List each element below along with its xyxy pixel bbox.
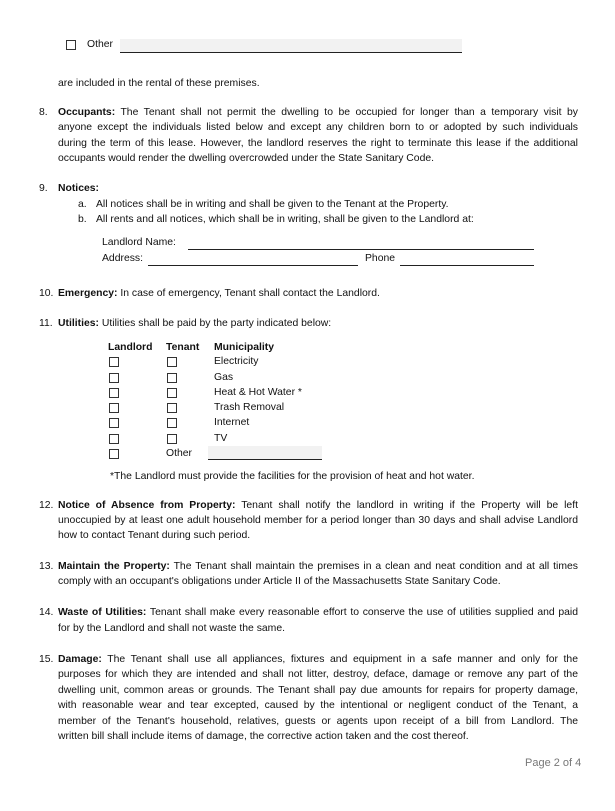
column-header-tenant: Tenant [166,342,200,353]
section-number: 14. [39,607,54,618]
other-label: Other [166,448,192,459]
list-marker: a. [78,199,87,210]
section-10-text [58,287,380,300]
landlord-name-label: Landlord Name: [102,237,176,248]
landlord-checkbox[interactable] [109,357,119,367]
landlord-name-input[interactable] [188,236,534,250]
tenant-checkbox[interactable] [167,434,177,444]
section-14-line [58,606,578,619]
section-15-line: member of the Tenant's household, relatives, guests or agents upon receipt of a bill from Landlord. The [58,716,578,727]
utility-label: Trash Removal [214,402,285,413]
section-12-line [58,499,578,512]
tenant-checkbox[interactable] [167,357,177,367]
text: Utilities shall be paid by the party indicated below: [99,318,332,329]
section-8-line: during the term of this lease. However, the landlord reserves the right to terminate this lease if the additional [58,138,578,149]
text: In case of emergency, Tenant shall contact the Landlord. [117,288,380,299]
section-number: 8. [39,107,48,118]
section-heading: Notice of Absence from Property: [58,500,236,511]
section-number: 11. [39,318,53,329]
landlord-checkbox[interactable] [109,373,119,383]
section-14-line: for by the Landlord and shall not waste the same. [58,623,286,634]
section-heading: Waste of Utilities: [58,607,147,618]
section-heading: Emergency: [58,288,118,299]
text: The Tenant shall use all appliances, fixtures and equipment in a safe manner and only for the [101,654,578,665]
phone-label: Phone [365,253,396,264]
section-heading: Utilities: [58,318,99,329]
utility-label: Heat & Hot Water * [214,387,302,398]
notice-b-text: All rents and all notices, which shall be in writing, shall be given to the Landlord at: [96,214,474,225]
section-heading: Maintain the Property: [58,561,170,572]
utility-label: Internet [214,417,250,428]
section-number: 10. [39,288,54,299]
section-15-line [58,653,578,666]
utility-label: TV [214,433,228,444]
text: Tenant shall make every reasonable effort to conserve the use of utilities supplied and paid [146,607,578,618]
notice-a-text: All notices shall be in writing and shall be given to the Tenant at the Property. [96,199,449,210]
section-heading: Damage: [58,654,102,665]
section-number: 15. [39,654,54,665]
text: The Tenant shall maintain the premises in a clean and neat condition and at all times [169,561,578,572]
section-number: 13. [39,561,54,572]
utility-label: Gas [214,372,234,383]
tenant-checkbox[interactable] [167,418,177,428]
section-8-line: occupants would render the dwelling overcrowded under the State Sanitary Code. [58,153,435,164]
other-label: Other [87,39,113,50]
section-12-line: how to contact Tenant during such period. [58,530,251,541]
list-marker: b. [78,214,87,225]
landlord-checkbox[interactable] [109,388,119,398]
tenant-checkbox[interactable] [167,403,177,413]
section-number: 12. [39,500,54,511]
section-heading: Notices: [58,183,99,194]
tenant-checkbox[interactable] [167,373,177,383]
landlord-checkbox[interactable] [109,434,119,444]
landlord-checkbox[interactable] [109,403,119,413]
utility-other-input[interactable] [208,446,322,460]
section-heading: Occupants: [58,107,116,118]
other-checkbox[interactable] [66,40,76,50]
section-8-line: anyone except the individuals listed below and except any children born to or adopted by such individuals [58,122,578,133]
utility-label: Electricity [214,356,259,367]
tenant-checkbox[interactable] [167,388,177,398]
included-text: are included in the rental of these premises. [58,78,260,89]
column-header-landlord: Landlord [108,342,153,353]
section-15-line: dwelling unit, common areas or grounds. The Tenant shall pay due amounts for repairs for property damage, [58,685,578,696]
section-8-line [58,106,578,119]
address-label: Address: [102,253,144,264]
footnote: *The Landlord must provide the facilities for the provision of heat and hot water. [110,471,475,482]
column-header-municipality: Municipality [214,342,275,353]
text: The Tenant shall not permit the dwelling to be occupied for longer than a temporary visit by [115,107,578,118]
page-number: Page 2 of 4 [525,757,582,769]
phone-input[interactable] [400,252,534,266]
section-13-line [58,560,578,573]
section-12-line: unoccupied by at least one adult household member for a period longer than 30 days and shall advise Landlord [58,515,578,526]
section-13-line: comply with an occupant's obligations under Article II of the Massachusetts State Sanitary Code. [58,576,501,587]
other-input[interactable] [120,39,462,53]
landlord-checkbox[interactable] [109,418,119,428]
section-15-line: written bill shall include items of damage, the corrective action taken and the cost thereof. [58,731,469,742]
address-input[interactable] [148,252,358,266]
text: Tenant shall notify the landlord in writing if the Property will be left [235,500,578,511]
section-15-line: with reasonable wear and tear excepted, caused by the intentional or negligent conduct of the Tenant, a [58,700,578,711]
section-11-text [58,317,331,330]
section-number: 9. [39,183,48,194]
landlord-checkbox-other[interactable] [109,449,119,459]
section-15-line: purposes for which they are intended and shall not litter, destroy, deface, damage or remove any part of the [58,669,578,680]
